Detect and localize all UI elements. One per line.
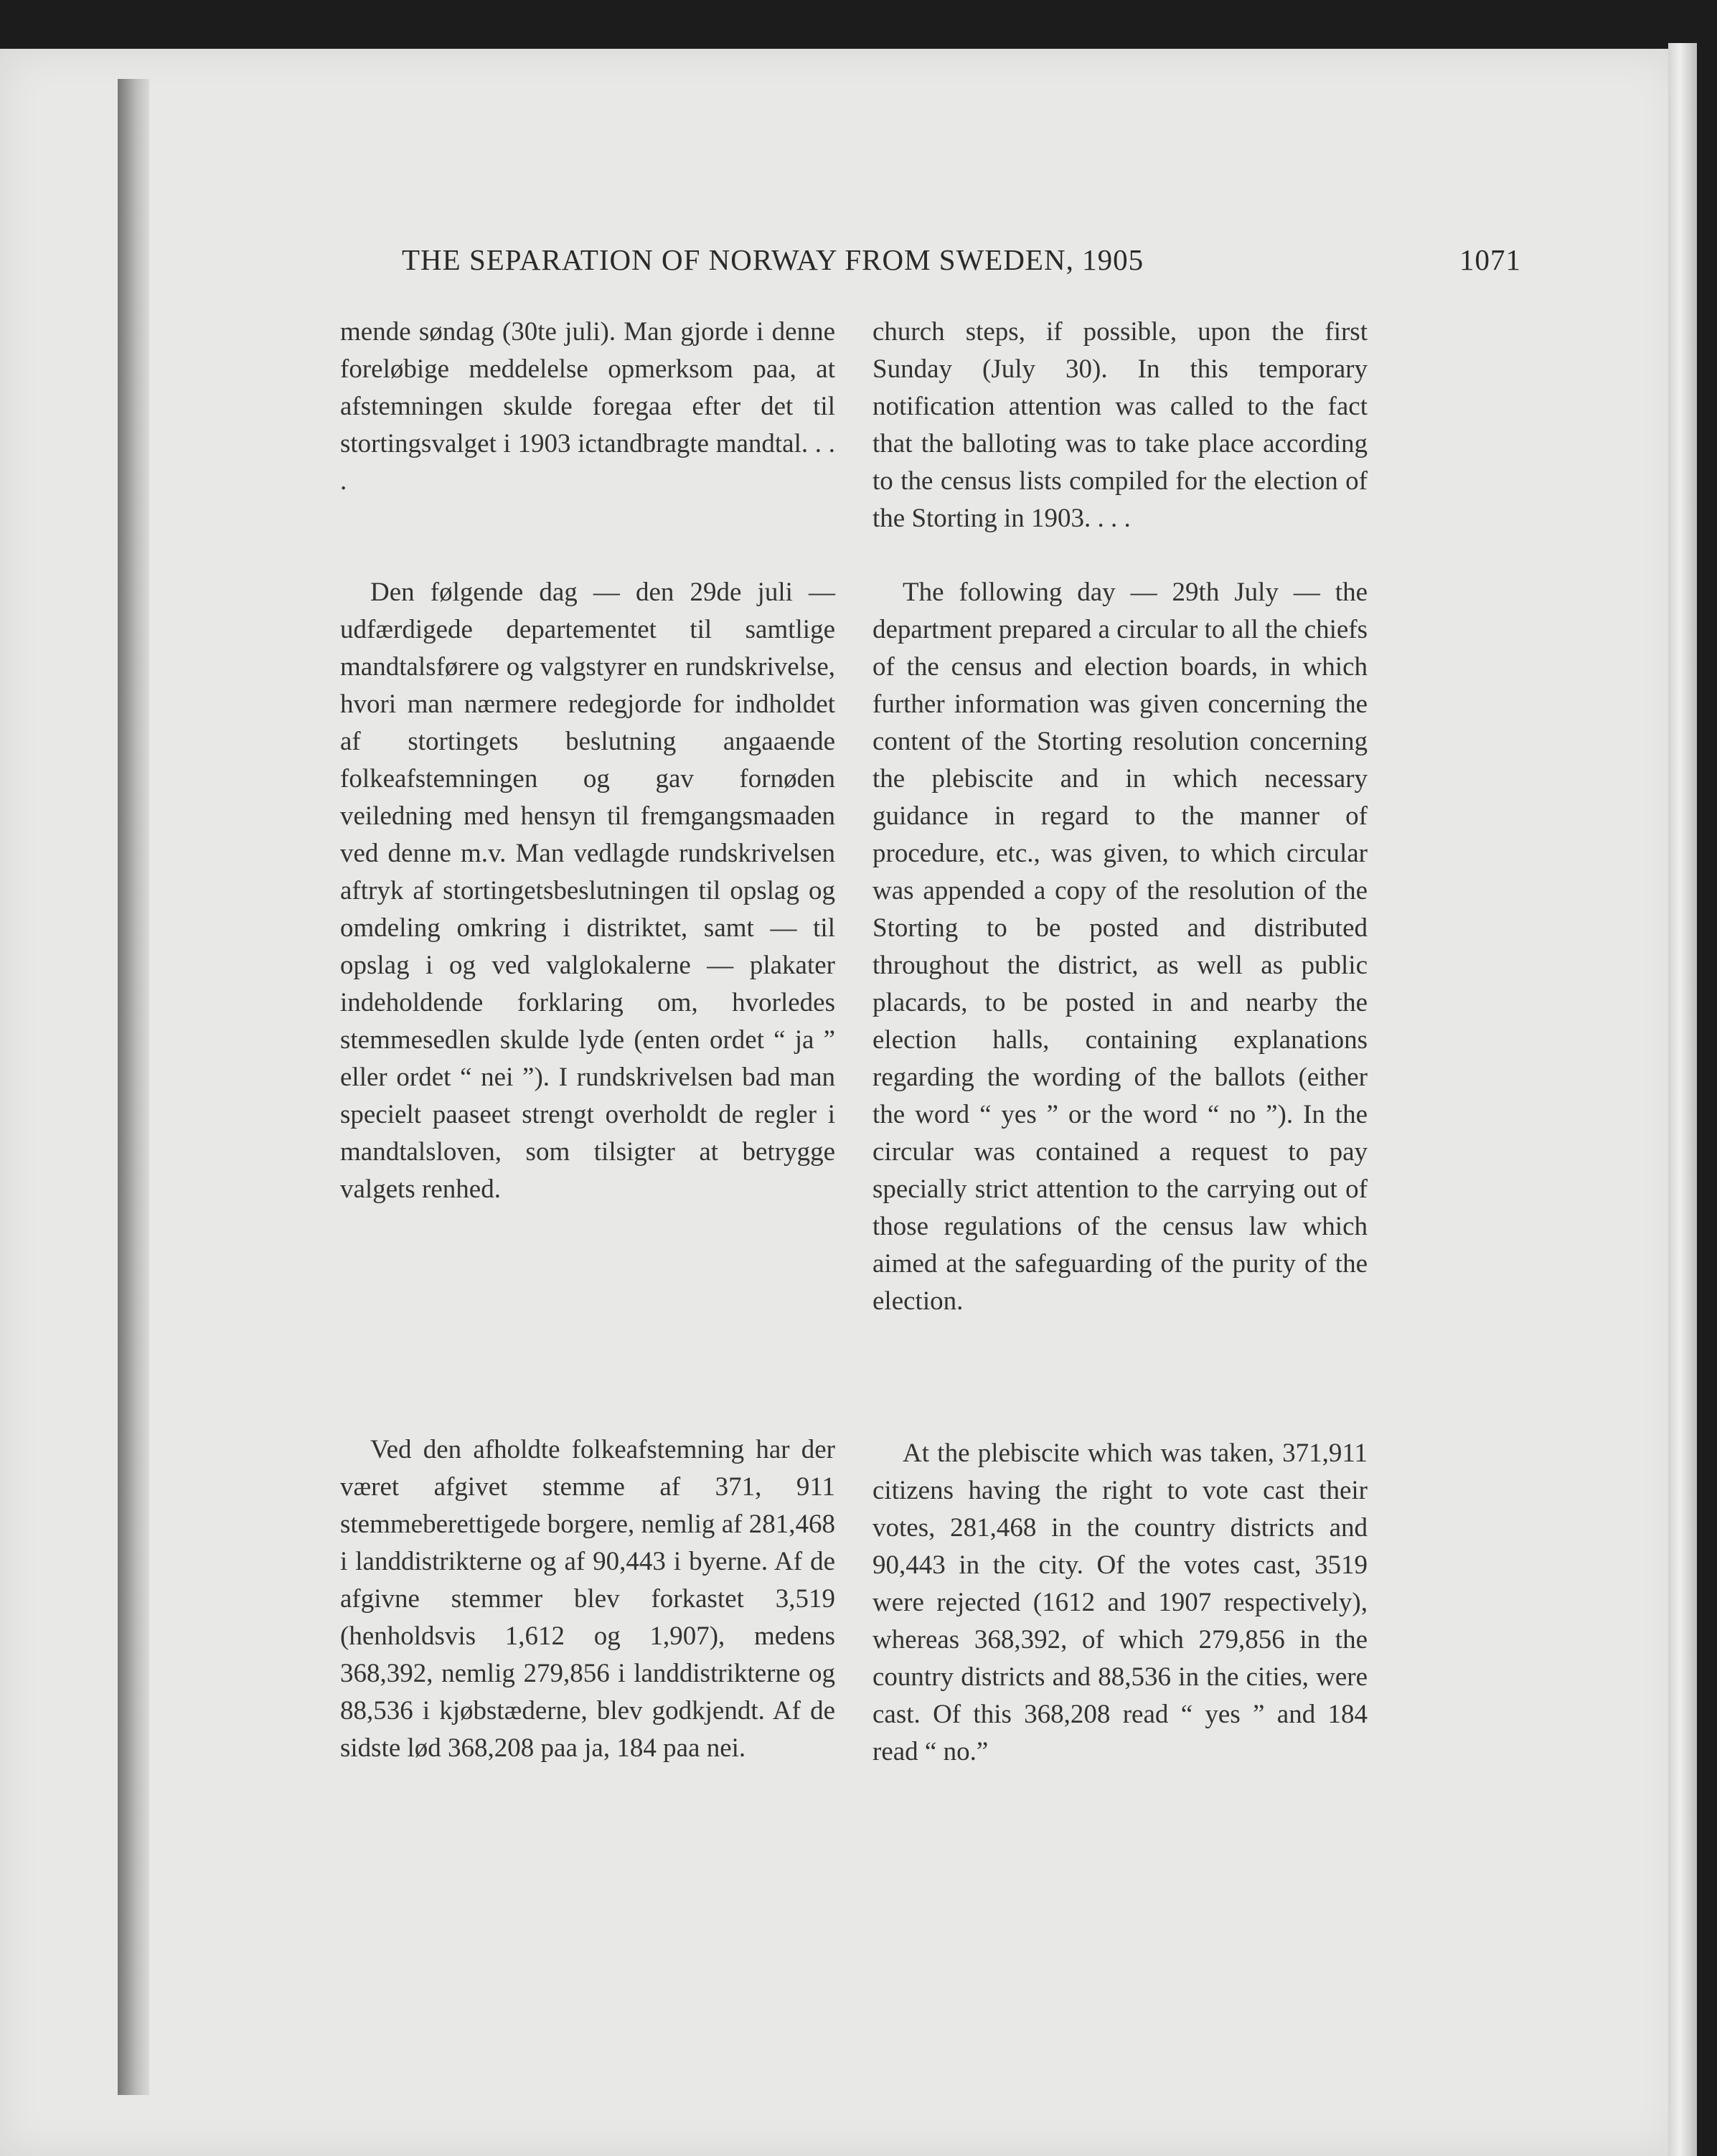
book-page <box>0 49 1679 2156</box>
left-column-paragraph-2 <box>340 574 835 1208</box>
right-column-paragraph-1 <box>872 314 1368 537</box>
left-column-paragraph-3 <box>340 1431 835 1767</box>
running-head-title: THE SEPARATION OF NORWAY FROM SWEDEN, 1905 <box>402 243 1144 276</box>
running-head <box>402 243 1521 286</box>
right-column-paragraph-2 <box>872 574 1368 1320</box>
left-paragraph-2-text: Den følgende dag — den 29de juli — udfærdigede departementet til samtlige mandtalsførere og valgstyrer en rundskrivelse, hvori man nærmere redegjorde for indholdet af stortingets beslutning angaaende folkeafstemningen og gav fornøden veiledning med hensyn til fremgangsmaaden ved denne m.v. Man vedlagde rundskrivelsen aftryk af stortingetsbeslutningen til opslag og omdeling omkring i distriktet, samt — til opslag i og ved valglokalerne — plakater indeholdende forklaring om, hvorledes stemmesedlen skulde lyde (enten ordet “ ja ” eller ordet “ nei ”). I rundskrivelsen bad man specielt paaseet strengt overholdt de regler i mandtalsloven, som tilsigter at betrygge valgets renhed. <box>340 578 835 1204</box>
page-edge <box>1668 43 1697 2156</box>
right-paragraph-3-text: At the plebiscite which was taken, 371,911 citizens having the right to vote cast their votes, 281,468 in the country districts and 90,443 in the city. Of the votes cast, 3519 were rejected (1612 and 1907 respectively), whereas 368,392, of which 279,856 in the country districts and 88,536 in the cities, were cast. Of this 368,208 read “ yes ” and 184 read “ no.” <box>872 1439 1368 1766</box>
left-column-paragraph-1 <box>340 314 835 500</box>
page-number: 1071 <box>1459 243 1521 276</box>
right-paragraph-1-text: church steps, if possible, upon the first Sunday (July 30). In this temporary notification attention was called to the fact that the balloting was to take place according to the census lists compiled for the election of the Storting in 1903. . . . <box>872 317 1368 533</box>
left-paragraph-1-text: mende søndag (30te juli). Man gjorde i denne foreløbige meddelelse opmerksom paa, at afstemningen skulde foregaa efter det til stortingsvalget i 1903 ictandbragte mandtal. . . . <box>340 317 835 496</box>
binding-shadow <box>118 79 149 2095</box>
left-paragraph-3-text: Ved den afholdte folkeafstemning har der været afgivet stemme af 371, 911 stemmeberettigede borgere, nemlig af 281,468 i landdistrikterne og af 90,443 i byerne. Af de afgivne stemmer blev forkastet 3,519 (henholdsvis 1,612 og 1,907), medens 368,392, nemlig 279,856 i landdistrikterne og 88,536 i kjøbstæderne, blev godkjendt. Af de sidste lød 368,208 paa ja, 184 paa nei. <box>340 1435 835 1763</box>
right-column-paragraph-3 <box>872 1435 1368 1771</box>
right-paragraph-2-text: The following day — 29th July — the department prepared a circular to all the chiefs of the census and election boards, in which further information was given concerning the content of the Storting resolution concerning the plebiscite and in which necessary guidance in regard to the manner of procedure, etc., was given, to which circular was appended a copy of the resolution of the Storting to be posted and distributed throughout the district, as well as public placards, to be posted in and nearby the election halls, containing explanations regarding the wording of the ballots (either the word “ yes ” or the word “ no ”). In the circular was contained a request to pay specially strict attention to the carrying out of those regulations of the census law which aimed at the safeguarding of the purity of the election. <box>872 578 1368 1316</box>
